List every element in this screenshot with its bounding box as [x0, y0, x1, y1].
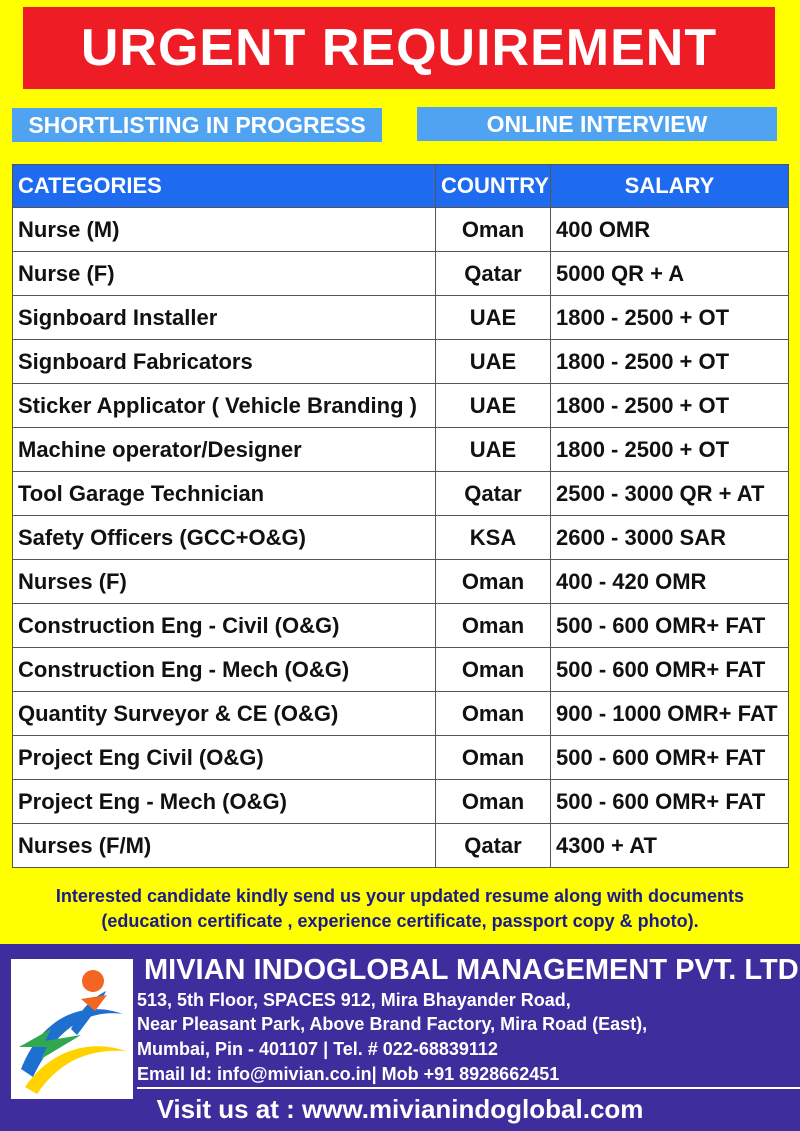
salary-cell: 5000 QR + A	[551, 252, 789, 296]
online-interview-tag	[417, 107, 777, 141]
table-header-row	[13, 165, 789, 208]
salary-cell: 1800 - 2500 + OT	[551, 384, 789, 428]
salary-cell: 500 - 600 OMR+ FAT	[551, 648, 789, 692]
category-cell: Machine operator/Designer	[13, 428, 436, 472]
category-cell: Construction Eng - Mech (O&G)	[13, 648, 436, 692]
salary-cell: 1800 - 2500 + OT	[551, 428, 789, 472]
company-name: MIVIAN INDOGLOBAL MANAGEMENT PVT. LTD	[144, 954, 799, 986]
table-row	[13, 604, 789, 648]
category-cell: Construction Eng - Civil (O&G)	[13, 604, 436, 648]
footer-divider	[137, 1087, 800, 1089]
table-row	[13, 560, 789, 604]
salary-cell: 400 - 420 OMR	[551, 560, 789, 604]
category-cell: Tool Garage Technician	[13, 472, 436, 516]
salary-cell: 500 - 600 OMR+ FAT	[551, 780, 789, 824]
category-cell: Signboard Fabricators	[13, 340, 436, 384]
country-cell: Oman	[436, 208, 551, 252]
salary-cell: 4300 + AT	[551, 824, 789, 868]
table-row	[13, 780, 789, 824]
category-cell: Project Eng Civil (O&G)	[13, 736, 436, 780]
country-cell: Qatar	[436, 472, 551, 516]
category-cell: Safety Officers (GCC+O&G)	[13, 516, 436, 560]
table-row	[13, 472, 789, 516]
table-row	[13, 340, 789, 384]
table-row	[13, 252, 789, 296]
page-title: URGENT REQUIREMENT	[80, 19, 718, 77]
salary-cell: 2500 - 3000 QR + AT	[551, 472, 789, 516]
company-footer	[0, 944, 800, 1131]
online-interview-label: ONLINE INTERVIEW	[486, 110, 708, 137]
category-cell: Nurses (F/M)	[13, 824, 436, 868]
country-cell: Oman	[436, 692, 551, 736]
table-row	[13, 428, 789, 472]
country-cell: Oman	[436, 560, 551, 604]
country-cell: UAE	[436, 296, 551, 340]
country-cell: Oman	[436, 648, 551, 692]
shortlisting-tag	[12, 108, 382, 142]
address-line-2: Near Pleasant Park, Above Brand Factory, Mira Road (East),	[137, 1014, 648, 1034]
jobs-table	[12, 164, 789, 868]
country-cell: UAE	[436, 384, 551, 428]
category-cell: Nurse (M)	[13, 208, 436, 252]
note-line-2: (education certificate , experience certificate, passport copy & photo).	[101, 911, 699, 931]
category-cell: Nurses (F)	[13, 560, 436, 604]
salary-cell: 500 - 600 OMR+ FAT	[551, 736, 789, 780]
contact-line: Email Id: info@mivian.co.in| Mob +91 8928662451	[137, 1064, 560, 1084]
salary-cell: 400 OMR	[551, 208, 789, 252]
country-cell: UAE	[436, 428, 551, 472]
country-cell: Oman	[436, 780, 551, 824]
header-salary: SALARY	[551, 165, 789, 208]
website-line: Visit us at : www.mivianindoglobal.com	[156, 1093, 644, 1124]
table-row	[13, 824, 789, 868]
table-row	[13, 692, 789, 736]
salary-cell: 1800 - 2500 + OT	[551, 340, 789, 384]
table-row	[13, 384, 789, 428]
country-cell: Oman	[436, 736, 551, 780]
category-cell: Project Eng - Mech (O&G)	[13, 780, 436, 824]
application-note	[0, 884, 800, 934]
address-line-3: Mumbai, Pin - 401107 | Tel. # 022-68839112	[137, 1039, 498, 1059]
country-cell: Qatar	[436, 824, 551, 868]
category-cell: Signboard Installer	[13, 296, 436, 340]
header-categories: CATEGORIES	[13, 165, 436, 208]
table-row	[13, 648, 789, 692]
category-cell: Quantity Surveyor & CE (O&G)	[13, 692, 436, 736]
table-row	[13, 516, 789, 560]
salary-cell: 900 - 1000 OMR+ FAT	[551, 692, 789, 736]
salary-cell: 1800 - 2500 + OT	[551, 296, 789, 340]
salary-cell: 2600 - 3000 SAR	[551, 516, 789, 560]
table-row	[13, 296, 789, 340]
country-cell: Qatar	[436, 252, 551, 296]
note-line-1: Interested candidate kindly send us your updated resume along with documents	[55, 886, 745, 906]
country-cell: UAE	[436, 340, 551, 384]
table-row	[13, 208, 789, 252]
company-logo	[11, 959, 133, 1099]
address-line-1: 513, 5th Floor, SPACES 912, Mira Bhayander Road,	[137, 990, 571, 1010]
title-banner	[23, 7, 775, 89]
header-country: COUNTRY	[436, 165, 551, 208]
country-cell: KSA	[436, 516, 551, 560]
category-cell: Nurse (F)	[13, 252, 436, 296]
shortlisting-label: SHORTLISTING IN PROGRESS	[28, 111, 366, 138]
table-row	[13, 736, 789, 780]
category-cell: Sticker Applicator ( Vehicle Branding )	[13, 384, 436, 428]
swoosh-figure-logo-icon	[11, 959, 133, 1099]
country-cell: Oman	[436, 604, 551, 648]
salary-cell: 500 - 600 OMR+ FAT	[551, 604, 789, 648]
